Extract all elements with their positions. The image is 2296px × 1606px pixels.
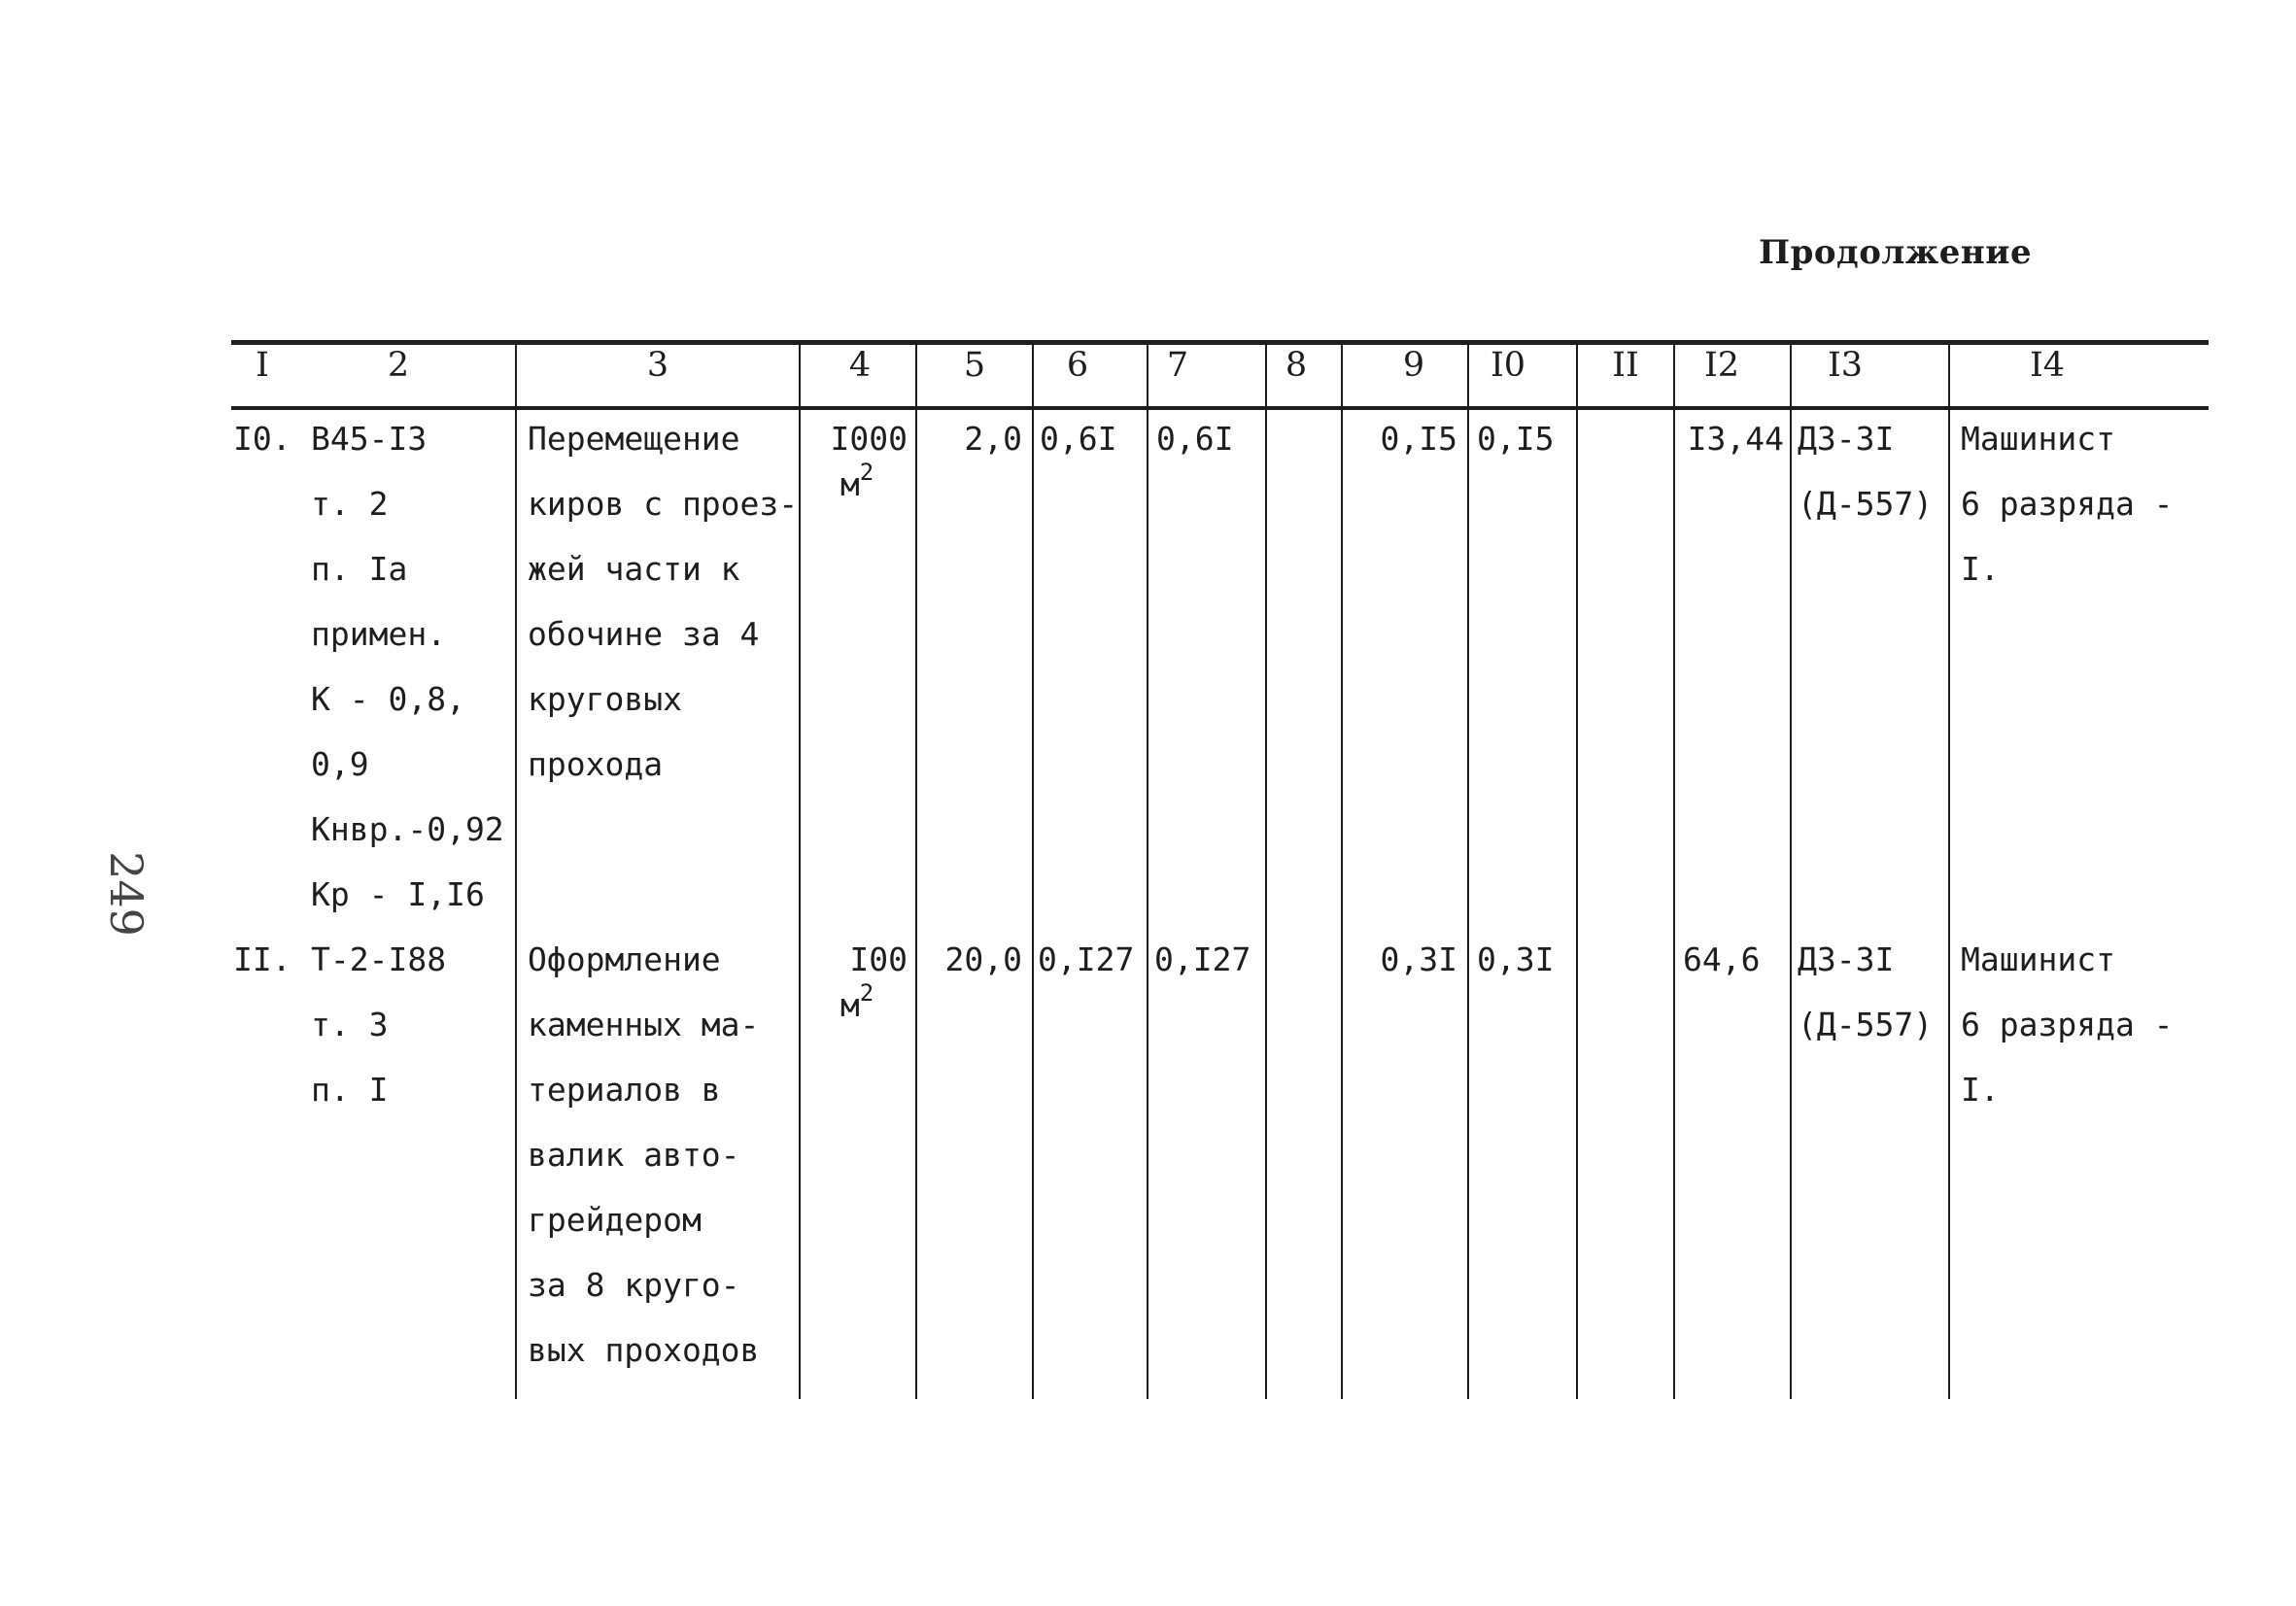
worker-cell <box>1961 927 2174 1122</box>
column-header: 2 <box>387 346 410 385</box>
machine-line: (Д-557) <box>1798 1006 1934 1043</box>
column-divider <box>1265 345 1267 1399</box>
description-line: обочине за 4 <box>528 615 760 653</box>
cell-col10: 0,I5 <box>1477 420 1555 458</box>
column-header: I2 <box>1703 346 1740 385</box>
column-header: I4 <box>2029 346 2066 385</box>
unit-label: м <box>840 986 860 1024</box>
cell-col5: 20,0 <box>944 940 1022 978</box>
column-divider <box>915 345 917 1399</box>
worker-line: 6 разряда - <box>1961 485 2174 523</box>
cell-col9: 0,I5 <box>1380 420 1457 458</box>
justification-line: 0,9 <box>311 745 369 783</box>
unit-power: 2 <box>859 459 874 486</box>
description-line: за 8 круго- <box>528 1266 740 1304</box>
cell-col12: 64,6 <box>1683 940 1761 978</box>
row-number: II. <box>233 940 291 978</box>
cell-col7: 0,I27 <box>1154 940 1251 978</box>
justification-line: примен. <box>311 615 447 653</box>
justification-line: К - 0,8, <box>311 680 465 718</box>
column-header: 6 <box>1066 346 1089 385</box>
description-line: териалов в <box>528 1071 721 1109</box>
worker-line: Машинист <box>1961 940 2115 978</box>
description-line: вых проходов <box>528 1331 760 1369</box>
cell-col10: 0,3I <box>1477 940 1555 978</box>
description-line: Оформление <box>528 940 721 978</box>
column-divider <box>1341 345 1343 1399</box>
column-header: I3 <box>1827 346 1864 385</box>
column-header: I0 <box>1490 346 1526 385</box>
justification-line: т. 2 <box>311 485 389 523</box>
column-divider <box>1948 345 1950 1399</box>
description-line: валик авто- <box>528 1136 740 1174</box>
justification-line: Кр - I,I6 <box>311 875 485 913</box>
worker-cell <box>1961 406 2174 601</box>
row-number: I0. <box>233 420 291 458</box>
unit-label: м <box>840 465 860 503</box>
cell-col9: 0,3I <box>1380 940 1457 978</box>
continuation-label: Продолжение <box>1759 233 2033 272</box>
column-header: 4 <box>848 346 872 385</box>
description-line: каменных ма- <box>528 1006 760 1043</box>
description-line: грейдером <box>528 1201 702 1239</box>
column-divider <box>1032 345 1034 1399</box>
column-divider <box>1576 345 1578 1399</box>
column-header: 9 <box>1402 346 1425 385</box>
worker-line: 6 разряда - <box>1961 1006 2174 1043</box>
description-line: жей части к <box>528 550 740 588</box>
table-top-rule <box>231 340 2209 345</box>
unit-value: I000 <box>830 420 908 458</box>
column-header: 5 <box>963 346 986 385</box>
column-divider <box>1147 345 1148 1399</box>
column-divider <box>1467 345 1469 1399</box>
machine-cell <box>1798 927 1933 1057</box>
description-line: круговых <box>528 680 682 718</box>
cell-col6: 0,I27 <box>1038 940 1135 978</box>
worker-line: I. <box>1961 550 2000 588</box>
cell-col7: 0,6I <box>1156 420 1234 458</box>
description-line: Перемещение <box>528 420 740 458</box>
justification-line: Кнвр.-0,92 <box>311 810 504 848</box>
page-number: 249 <box>100 851 153 937</box>
worker-line: Машинист <box>1961 420 2115 458</box>
column-divider <box>515 345 517 1399</box>
machine-line: ДЗ-3I <box>1798 940 1895 978</box>
unit-value: I00 <box>849 940 908 978</box>
measure-unit <box>806 927 908 1024</box>
measure-unit <box>806 406 908 503</box>
unit-power: 2 <box>859 979 874 1007</box>
justification-line: п. Iа <box>311 550 408 588</box>
cell-col6: 0,6I <box>1040 420 1117 458</box>
column-divider <box>799 345 801 1399</box>
column-header: I <box>256 346 269 385</box>
description-line: киров с проез- <box>528 485 799 523</box>
column-divider <box>1790 345 1792 1399</box>
description-line: прохода <box>528 745 664 783</box>
machine-line: (Д-557) <box>1798 485 1934 523</box>
worker-line: I. <box>1961 1071 2000 1109</box>
justification-line: т. 3 <box>311 1006 389 1043</box>
column-header: 7 <box>1166 346 1189 385</box>
cell-col5: 2,0 <box>964 420 1022 458</box>
machine-line: ДЗ-3I <box>1798 420 1895 458</box>
work-description <box>528 927 759 1383</box>
justification-line: Т-2-I88 <box>311 940 447 978</box>
machine-cell <box>1798 406 1933 536</box>
column-divider <box>1673 345 1675 1399</box>
justification-cell <box>311 927 446 1122</box>
column-header: 3 <box>646 346 669 385</box>
cell-col12: I3,44 <box>1687 420 1784 458</box>
justification-cell <box>311 406 504 927</box>
column-header: II <box>1612 346 1639 385</box>
work-description <box>528 406 798 797</box>
column-header: 8 <box>1285 346 1308 385</box>
justification-line: B45-I3 <box>311 420 428 458</box>
justification-line: п. I <box>311 1071 389 1109</box>
